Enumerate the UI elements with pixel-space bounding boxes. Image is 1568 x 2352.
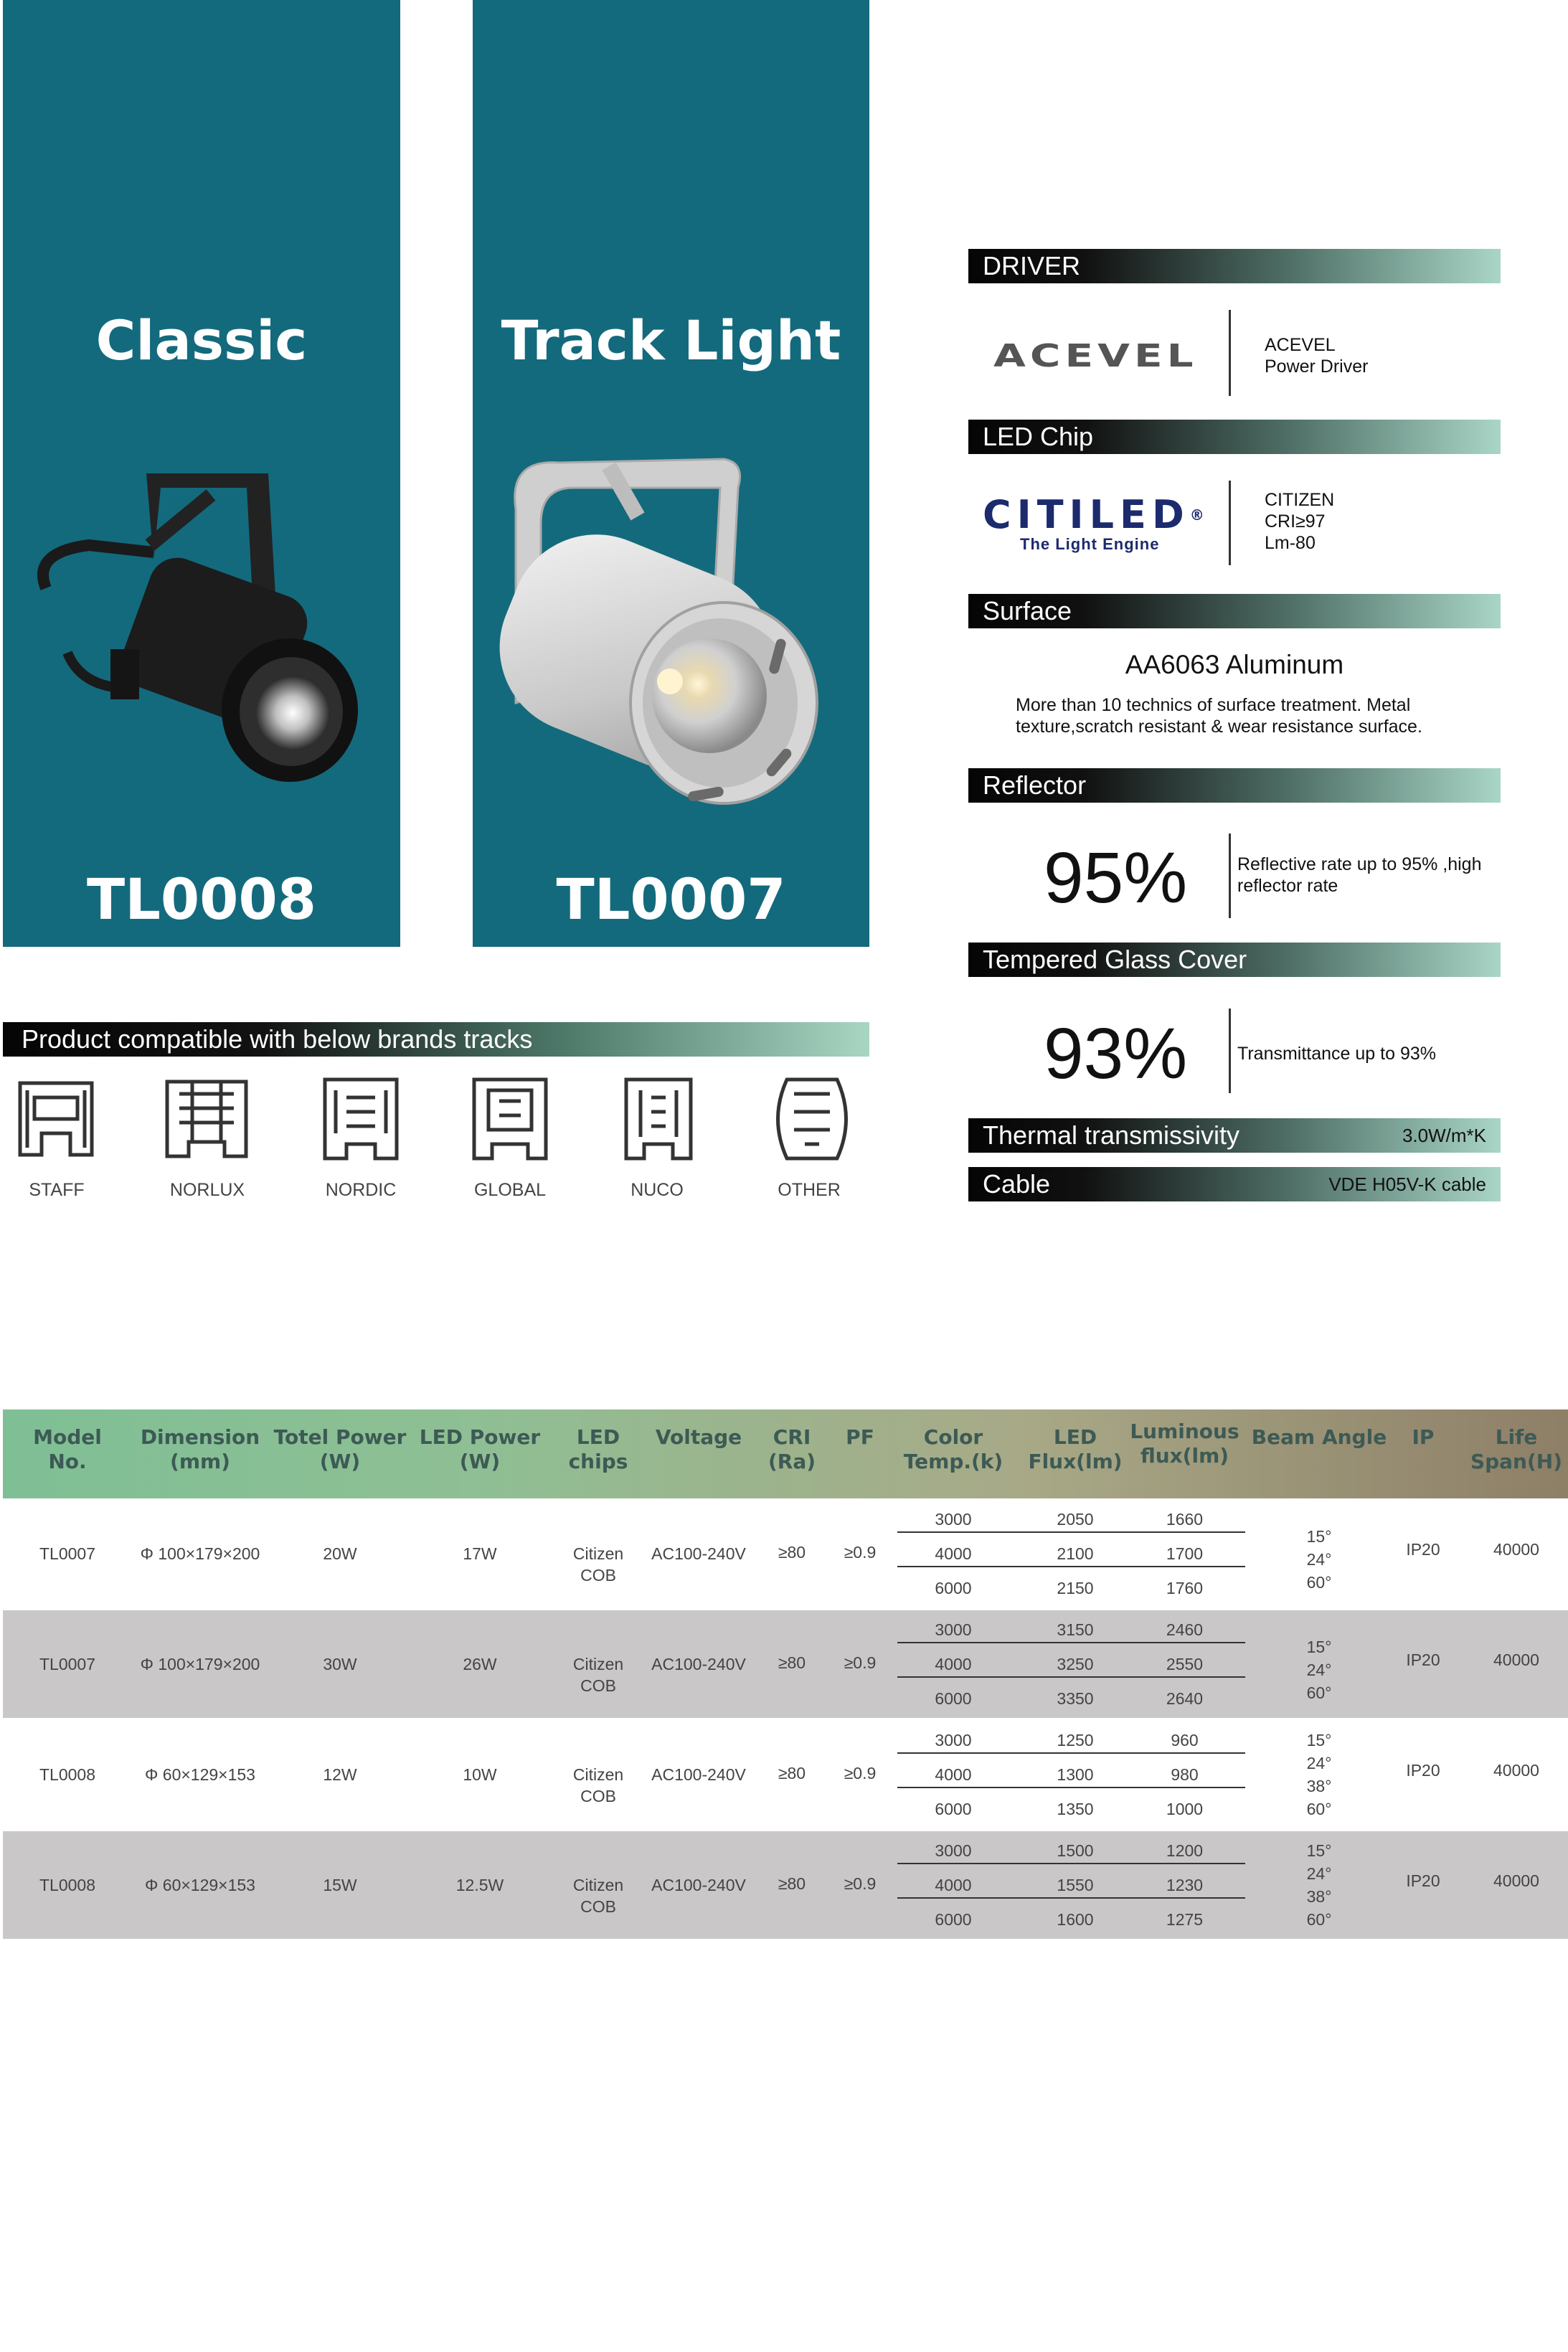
spec-label: DRIVER [983,251,1081,280]
cell-beam-angle: 60° [1306,1573,1332,1592]
header-beam-angle: Beam Angle [1251,1425,1387,1449]
cell-beam-angle: 15° [1306,1841,1332,1860]
cell-color-temp: 4000 [935,1765,972,1784]
cell-led-power: 17W [463,1544,497,1563]
table-row [3,1831,1568,1939]
reflector-desc: Reflective rate up to 95% ,high reflector rate [1237,854,1482,896]
header-voltage: Voltage [655,1425,742,1449]
silver-track-light-image [473,445,869,818]
header-luminous-flux: Luminous flux(lm) [1130,1420,1239,1468]
cell-pf: ≥0.9 [844,1764,877,1782]
sub-row-divider [897,1676,1245,1678]
spec-label: Thermal transmissivity [983,1120,1240,1150]
cell-total-power: 30W [323,1655,357,1673]
thermal-value: 3.0W/m*K [1402,1125,1486,1146]
track-nuco-icon [615,1076,702,1162]
cell-color-temp: 6000 [935,1800,972,1818]
cell-chip-line: Citizen [572,1876,624,1894]
table-header [3,1409,1568,1498]
cell-beam-angle: 60° [1306,1683,1332,1702]
cell-color-temp: 6000 [935,1689,972,1708]
header-life-span: Life Span(H) [1470,1425,1563,1473]
cell-led-flux: 3250 [1057,1655,1094,1673]
track-other-icon [765,1076,859,1162]
cell-beam-angle: 24° [1306,1864,1332,1883]
header-led-power: LED Power (W) [419,1425,541,1473]
glass-divider [1229,1009,1231,1093]
product-code: TL0008 [87,868,316,932]
sub-row-divider [897,1566,1245,1567]
cell-luminous-flux: 1275 [1166,1910,1204,1929]
cell-led-power: 12.5W [455,1876,504,1894]
surface-desc: More than 10 technics of surface treatment. Metal texture,scratch resistant & wear resistance surface. [1016,695,1422,737]
cell-cri: ≥80 [778,1653,806,1672]
cell-led-flux: 1500 [1057,1841,1094,1860]
cell-pf: ≥0.9 [844,1543,877,1562]
cell-led-flux: 1350 [1057,1800,1094,1818]
cell-voltage: AC100-240V [651,1876,746,1894]
brand-label-global: GLOBAL [473,1180,547,1200]
cell-voltage: AC100-240V [651,1765,746,1784]
cell-luminous-flux: 1000 [1166,1800,1204,1818]
glass-desc: Transmittance up to 93% [1237,1044,1436,1064]
brand-label-staff: STAFF [29,1180,85,1200]
cell-luminous-flux: 980 [1171,1765,1199,1784]
led-chip-info: CITIZEN CRI≥97 Lm-80 [1265,490,1335,553]
cell-beam-angle: 24° [1306,1754,1332,1772]
cell-led-flux: 1550 [1057,1876,1094,1894]
cell-life-span: 40000 [1493,1871,1539,1890]
header-model: Model No. [33,1425,102,1473]
cell-luminous-flux: 1660 [1166,1510,1204,1529]
product-panel-track-light [473,0,869,947]
cell-total-power: 20W [323,1544,357,1563]
cell-led-flux: 3350 [1057,1689,1094,1708]
spec-bar-reflector [968,768,1501,803]
header-color-temp: Color Temp.(k) [903,1425,1003,1473]
cell-chip-line: COB [580,1897,616,1916]
cell-beam-angle: 60° [1306,1800,1332,1818]
sub-row-divider [897,1897,1245,1899]
brand-label-norlux: NORLUX [169,1180,245,1200]
track-norlux-icon [164,1076,250,1162]
cell-color-temp: 6000 [935,1579,972,1597]
cell-beam-angle: 15° [1306,1527,1332,1546]
cell-led-power: 10W [463,1765,497,1784]
cell-luminous-flux: 1230 [1166,1876,1204,1894]
cell-pf: ≥0.9 [844,1874,877,1893]
cell-life-span: 40000 [1493,1761,1539,1780]
cell-beam-angle: 24° [1306,1550,1332,1569]
spec-bar-driver [968,249,1501,283]
led-chip-divider [1229,481,1231,565]
driver-divider [1229,310,1231,396]
cell-color-temp: 4000 [935,1655,972,1673]
spec-bar-thermal [968,1118,1501,1153]
citiled-logo: CITILED® The Light Engine [983,492,1210,553]
cell-life-span: 40000 [1493,1650,1539,1669]
sub-row-divider [897,1787,1245,1788]
reflector-divider [1229,833,1231,918]
sub-row-divider [897,1752,1245,1754]
cell-voltage: AC100-240V [651,1544,746,1563]
cell-ip: IP20 [1406,1650,1440,1669]
spec-label: Tempered Glass Cover [983,945,1247,974]
compatible-bar: Product compatible with below brands tracks [3,1022,869,1057]
cell-cri: ≥80 [778,1874,806,1893]
spec-label: Surface [983,596,1072,625]
cell-color-temp: 3000 [935,1620,972,1639]
surface-material: AA6063 Aluminum [1125,650,1344,679]
track-global-icon [467,1076,553,1162]
spec-bar-surface [968,594,1501,628]
header-total-power: Totel Power (W) [273,1425,407,1473]
glass-value: 93% [1044,1014,1188,1094]
cell-chip-line: Citizen [572,1655,624,1673]
cell-luminous-flux: 1700 [1166,1544,1204,1563]
cell-luminous-flux: 960 [1171,1731,1199,1749]
cell-beam-angle: 38° [1306,1887,1332,1906]
cell-ip: IP20 [1406,1761,1440,1780]
cell-luminous-flux: 2460 [1166,1620,1204,1639]
cell-life-span: 40000 [1493,1540,1539,1559]
cell-chip-line: COB [580,1787,616,1805]
driver-info: ACEVEL Power Driver [1265,335,1369,377]
cell-led-flux: 2100 [1057,1544,1094,1563]
sub-row-divider [897,1531,1245,1533]
black-track-light-image [3,445,400,818]
cell-chip-line: Citizen [572,1765,624,1784]
cell-led-flux: 2150 [1057,1579,1094,1597]
spec-bar-glass [968,943,1501,977]
header-pf: PF [846,1425,874,1449]
cell-led-flux: 1300 [1057,1765,1094,1784]
cell-model: TL0008 [39,1876,95,1894]
cell-beam-angle: 60° [1306,1910,1332,1929]
cell-pf: ≥0.9 [844,1653,877,1672]
cell-color-temp: 6000 [935,1910,972,1929]
cell-led-flux: 1250 [1057,1731,1094,1749]
track-staff-icon [13,1076,99,1162]
cell-luminous-flux: 2640 [1166,1689,1204,1708]
spec-label: LED Chip [983,422,1094,451]
table-row [3,1500,1568,1607]
cell-cri: ≥80 [778,1543,806,1562]
cell-luminous-flux: 1760 [1166,1579,1204,1597]
cell-led-flux: 1600 [1057,1910,1094,1929]
cable-value: VDE H05V-K cable [1328,1173,1486,1195]
cell-beam-angle: 24° [1306,1661,1332,1679]
brand-label-nuco: NUCO [630,1180,684,1200]
sub-row-divider [897,1863,1245,1864]
cell-chip-line: COB [580,1566,616,1584]
cell-led-power: 26W [463,1655,497,1673]
cell-beam-angle: 15° [1306,1638,1332,1656]
product-code: TL0007 [556,868,786,932]
header-led-chips: LED chips [568,1425,628,1473]
cell-dimension: Φ 100×179×200 [140,1655,260,1673]
reflector-value: 95% [1044,838,1188,918]
cell-chip-line: Citizen [572,1544,624,1563]
cell-model: TL0007 [39,1544,95,1563]
product-title: Classic [95,308,308,372]
brand-label-other: OTHER [778,1180,841,1200]
header-ip: IP [1412,1425,1435,1449]
cell-color-temp: 3000 [935,1731,972,1749]
table-row [3,1721,1568,1828]
sub-row-divider [897,1642,1245,1643]
cell-total-power: 15W [323,1876,357,1894]
cell-luminous-flux: 1200 [1166,1841,1204,1860]
brand-label-nordic: NORDIC [325,1180,397,1200]
spec-bar-led-chip [968,420,1501,454]
product-panel-classic [3,0,400,947]
spec-label: Reflector [983,770,1087,800]
cell-dimension: Φ 60×129×153 [145,1876,255,1894]
spec-label: Cable [983,1169,1051,1199]
cell-led-flux: 3150 [1057,1620,1094,1639]
header-dimension: Dimension (mm) [140,1425,260,1473]
header-cri: CRI (Ra) [768,1425,816,1473]
cell-color-temp: 4000 [935,1876,972,1894]
cell-dimension: Φ 60×129×153 [145,1765,255,1784]
cell-dimension: Φ 100×179×200 [140,1544,260,1563]
cell-color-temp: 3000 [935,1841,972,1860]
cell-model: TL0008 [39,1765,95,1784]
acevel-logo: ACEVEL [993,337,1198,374]
cell-color-temp: 4000 [935,1544,972,1563]
product-title: Track Light [501,308,841,372]
cell-color-temp: 3000 [935,1510,972,1529]
cell-model: TL0007 [39,1655,95,1673]
table-row [3,1610,1568,1718]
cell-chip-line: COB [580,1676,616,1695]
cell-cri: ≥80 [778,1764,806,1782]
spec-bar-cable [968,1167,1501,1201]
track-nordic-icon [318,1076,404,1162]
cell-ip: IP20 [1406,1540,1440,1559]
cell-beam-angle: 15° [1306,1731,1332,1749]
cell-led-flux: 2050 [1057,1510,1094,1529]
header-led-flux: LED Flux(lm) [1028,1425,1123,1473]
cell-luminous-flux: 2550 [1166,1655,1204,1673]
cell-beam-angle: 38° [1306,1777,1332,1795]
cell-ip: IP20 [1406,1871,1440,1890]
cell-total-power: 12W [323,1765,357,1784]
cell-voltage: AC100-240V [651,1655,746,1673]
